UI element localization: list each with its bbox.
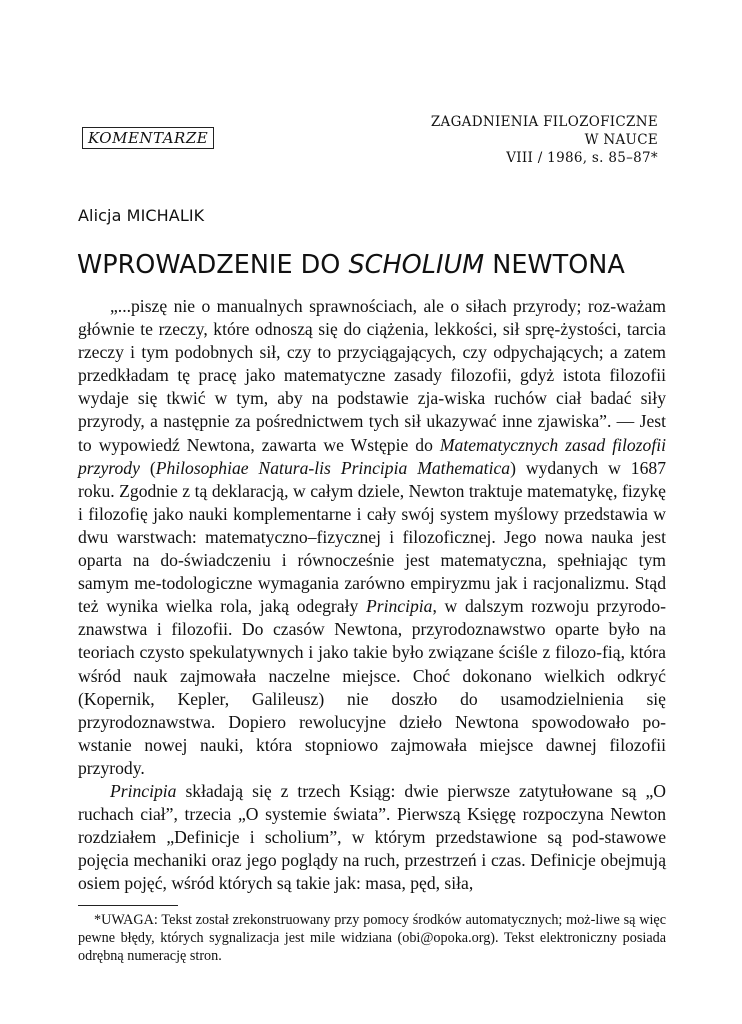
footnote-separator bbox=[78, 905, 178, 906]
journal-name: ZAGADNIENIA FILOZOFICZNE bbox=[430, 114, 658, 130]
p1-book-title-polish: Matematycznych zasad filozofii przyrody bbox=[78, 434, 666, 478]
p1-line-15a: wynika wielka rola, jaką odegrały bbox=[106, 596, 366, 617]
journal-header bbox=[431, 113, 658, 167]
p1-line-19: odkryć (Kopernik, Kepler, Galileusz) nie doszło do usamodzielnienia się bbox=[78, 665, 666, 709]
p2-principia: Principia bbox=[110, 780, 177, 801]
p1-line-5: filozofii, gdyż istota filozofii wydaje się tkwić w tym, aby na podstawie zja- bbox=[78, 365, 666, 409]
p2-line-3: Newton rozdziałem „Definicje i scholium”, w którym przedstawione są pod- bbox=[78, 804, 666, 848]
p1-line-12: matematyczno–fizycznej i filozoficznej. Jego nowa nauka jest oparta na do- bbox=[78, 526, 666, 571]
footnote-line-3: elektroniczny posiada odrębną numerację stron. bbox=[78, 930, 667, 964]
p1-line-20: przyrodoznawstwa. Dopiero rewolucyjne dzieło Newtona spowodowało po- bbox=[78, 711, 666, 732]
p2-line-4: stawowe pojęcia mechaniki oraz jego poglądy na ruch, przestrzeń i czas. bbox=[78, 827, 666, 871]
footnote-text bbox=[78, 911, 666, 965]
p1-book-title-latin-b: lis Principia Mathematica bbox=[314, 457, 511, 478]
p1-line-21: wstanie nowej nauki, która stopniowo zajmowała miejsce dawnej filozofii bbox=[78, 734, 666, 755]
p2-line-2: „O ruchach ciał”, trzecia „O systemie świata”. Pierwszą Księgę rozpoczyna bbox=[78, 780, 666, 825]
p1-line-6: wiska ruchów ciał badać siły przyrody, a następnie za pośrednictwem tych bbox=[78, 388, 666, 432]
p1-line-8c: ( bbox=[139, 457, 156, 478]
footnote-line-2: liwe są więc pewne błędy, których sygnalizacja jest mile widziana (obi@opoka.org). Tekst bbox=[78, 912, 666, 946]
p2-line-5: Definicje obejmują osiem pojęć, wśród których są takie jak: masa, pęd, siła, bbox=[78, 850, 667, 894]
p1-line-22: przyrody. bbox=[78, 757, 145, 778]
p1-book-title-latin-a: Philosophiae Natura- bbox=[155, 457, 315, 478]
p1-line-2: ważam głównie te rzeczy, które odnoszą się do ciążenia, lekkości, sił sprę- bbox=[78, 296, 666, 340]
journal-subtitle: W NAUCE bbox=[584, 132, 658, 148]
paragraph-1 bbox=[78, 295, 666, 780]
p1-line-8a: Wstępie do bbox=[350, 434, 440, 455]
author-name: Alicja MICHALIK bbox=[78, 206, 205, 225]
p1-line-14: todologiczne wymagania zarówno empiryzmu jak i racjonalizmu. Stąd też bbox=[78, 573, 666, 617]
p1-line-15c: , w dalszym rozwoju przyrodo- bbox=[432, 596, 666, 617]
p1-line-1: „...piszę nie o manualnych sprawnościach, ale o siłach przyrody; roz- bbox=[110, 296, 617, 316]
footnote bbox=[78, 911, 666, 965]
p1-line-7: sił ukazywać inne zjawiska”. — Jest to wypowiedź Newtona, zawarta we bbox=[78, 411, 666, 455]
p1-principia: Principia bbox=[365, 596, 433, 617]
p1-line-16: znawstwa i filozofii. Do czasów Newtona, przyrodoznawstwo oparte było na bbox=[78, 619, 666, 640]
section-label: KOMENTARZE bbox=[82, 127, 214, 149]
p1-line-11: komplementarne i cały swój system myślowy przedstawia w dwu warstwach: bbox=[78, 503, 666, 547]
title-prefix: WPROWADZENIE DO bbox=[77, 250, 349, 280]
p1-line-3: żystości, tarcia rzeczy i tym podobnych sił, czy to przyciągających, czy bbox=[78, 319, 666, 363]
title-suffix: NEWTONA bbox=[484, 250, 625, 280]
p1-line-13: świadczeniu i równocześnie jest matematyczna, spełniając tym samym me- bbox=[78, 550, 666, 594]
footnote-line-1: *UWAGA: Tekst został zrekonstruowany przy pomocy środków automatycznych; moż- bbox=[94, 912, 596, 928]
p1-line-18: fią, która wśród nauk zajmowała naczelne miejsce. Choć dokonano wielkich bbox=[78, 642, 666, 686]
p1-line-9b: ) wydanych w 1687 roku. Zgodnie z tą deklaracją, bbox=[78, 457, 666, 501]
p1-line-17: teoriach czysto spekulatywnych i jako takie było związane ściśle z filozo- bbox=[78, 642, 603, 663]
article-body bbox=[78, 295, 666, 895]
title-italic: SCHOLIUM bbox=[348, 250, 485, 280]
p1-line-10: w całym dziele, Newton traktuje matematykę, fizykę i filozofię jako nauki bbox=[78, 480, 666, 524]
paragraph-2 bbox=[78, 780, 666, 895]
article-title bbox=[77, 250, 625, 280]
journal-issue: VIII / 1986, s. 85–87* bbox=[506, 150, 658, 166]
p2-line-1b: składają się z trzech Ksiąg: dwie pierwsze zatytułowane są bbox=[176, 780, 637, 801]
p1-line-4: odpychających; a zatem przedkładam tę pracę jako matematyczne zasady bbox=[78, 342, 666, 386]
